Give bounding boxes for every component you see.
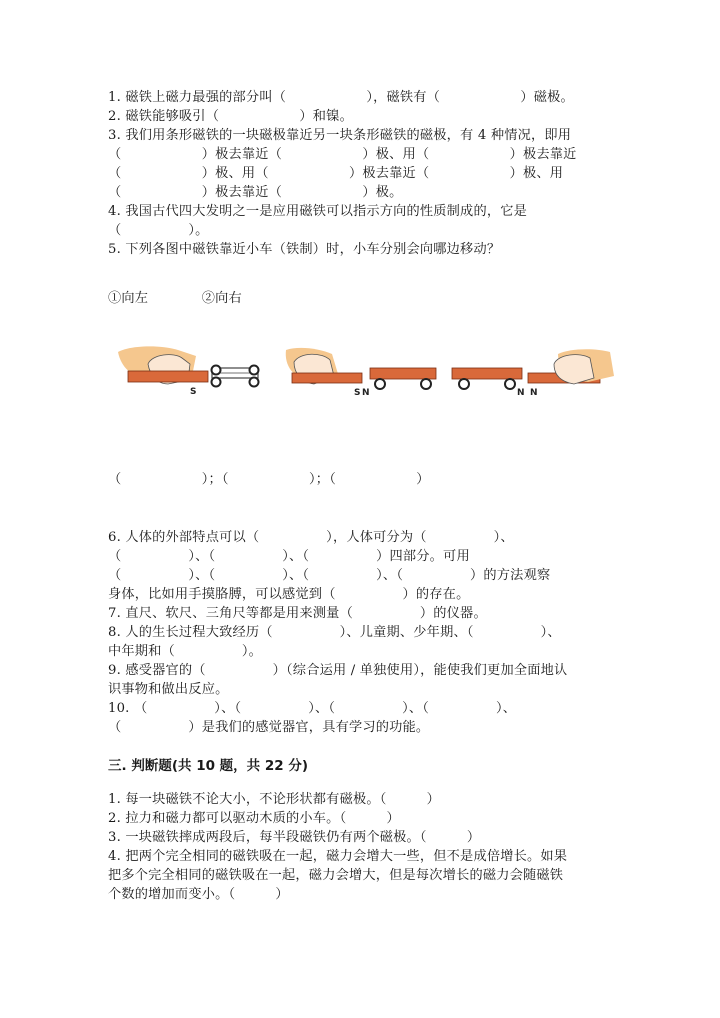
q8-line-2: 中年期和（ ）。 <box>108 644 263 659</box>
panel-1 <box>118 346 259 397</box>
wheel-icon <box>375 379 385 389</box>
q8-line-1: 8. 人的生长过程大致经历（ ）、儿童期、少年期、（ ）、 <box>108 625 561 640</box>
bar-magnet <box>128 371 208 382</box>
q3-line-2: （ ）极去靠近（ ）极、用（ ）极去靠近 <box>108 147 577 162</box>
q4-line-2: （ ）。 <box>108 223 209 238</box>
wheel-icon <box>212 378 221 387</box>
q5-answer-blanks[interactable]: （ ）；（ ）；（ ） <box>108 472 430 487</box>
wheel-icon <box>421 379 431 389</box>
judge-4-line-2: 把多个完全相同的磁铁吸在一起，磁力会增大，但是每次增长的磁力会随磁铁 <box>108 868 564 883</box>
wheel-icon <box>250 366 259 375</box>
pole-label: N <box>517 388 525 398</box>
wheel-icon <box>250 378 259 387</box>
q5-line: 5. 下列各图中磁铁靠近小车（铁制）时，小车分别会向哪边移动？ <box>108 242 501 257</box>
wheel-icon <box>459 379 469 389</box>
judge-2: 2. 拉力和磁力都可以驱动木质的小车。（ ） <box>108 811 400 826</box>
q6-line-4: 身体，比如用手摸胳膊，可以感觉到（ ）的存在。 <box>108 587 470 602</box>
magnet-cart-figure <box>118 346 618 406</box>
section-3-heading: 三. 判断题(共 10 题，共 22 分) <box>108 758 309 774</box>
panel-2 <box>286 348 436 398</box>
judge-4-line-3: 个数的增加而变小。（ ） <box>108 887 289 902</box>
q3-line-1: 3. 我们用条形磁铁的一块磁极靠近另一块条形磁铁的磁极，有 4 种情况，即用 <box>108 128 572 143</box>
pole-label: N <box>530 388 538 398</box>
wheel-icon <box>505 379 515 389</box>
judge-4-line-1: 4. 把两个完全相同的磁铁吸在一起，磁力会增大一些，但不是成倍增长。如果 <box>108 849 568 864</box>
q4-line-1: 4. 我国古代四大发明之一是应用磁铁可以指示方向的性质制成的，它是 <box>108 204 527 219</box>
q10-line-2: （ ）是我们的感觉器官，具有学习的功能。 <box>108 720 430 735</box>
q9-line-1: 9. 感受器官的（ ）（综合运用 / 单独使用），能使我们更加全面地认 <box>108 663 568 678</box>
q3-line-3: （ ）极、用（ ）极去靠近（ ）极、用 <box>108 166 564 181</box>
q5-options: ①向左 ②向右 <box>108 291 242 306</box>
magnet-cart-body <box>370 368 436 379</box>
judge-1: 1. 每一块磁铁不论大小，不论形状都有磁极。（ ） <box>108 792 441 807</box>
bar-magnet <box>292 373 362 383</box>
q6-line-3: （ ）、（ ）、（ ）、（ ）的方法观察 <box>108 568 551 583</box>
q10-line-1: 10. （ ）、（ ）、（ ）、（ ）、 <box>108 701 517 716</box>
q2-line: 2. 磁铁能够吸引（ ）和镍。 <box>108 109 353 124</box>
magnet-cart-body <box>452 368 522 379</box>
q6-line-2: （ ）、（ ）、（ ）四部分。可用 <box>108 549 470 564</box>
q3-line-4: （ ）极去靠近（ ）极。 <box>108 185 403 200</box>
panel-3 <box>452 349 614 398</box>
judge-3: 3. 一块磁铁摔成两段后，每半段磁铁仍有两个磁极。（ ） <box>108 830 481 845</box>
q7-line: 7. 直尺、软尺、三角尺等都是用来测量（ ）的仪器。 <box>108 606 487 621</box>
pole-label: N <box>362 388 370 398</box>
q9-line-2: 识事物和做出反应。 <box>108 682 229 697</box>
q1-line: 1. 磁铁上磁力最强的部分叫（ ），磁铁有（ ）磁极。 <box>108 90 574 105</box>
pole-label: S <box>354 388 361 398</box>
wheel-icon <box>212 366 221 375</box>
q6-line-1: 6. 人体的外部特点可以（ ），人体可分为（ ）、 <box>108 530 514 545</box>
pole-label: S <box>190 387 197 397</box>
